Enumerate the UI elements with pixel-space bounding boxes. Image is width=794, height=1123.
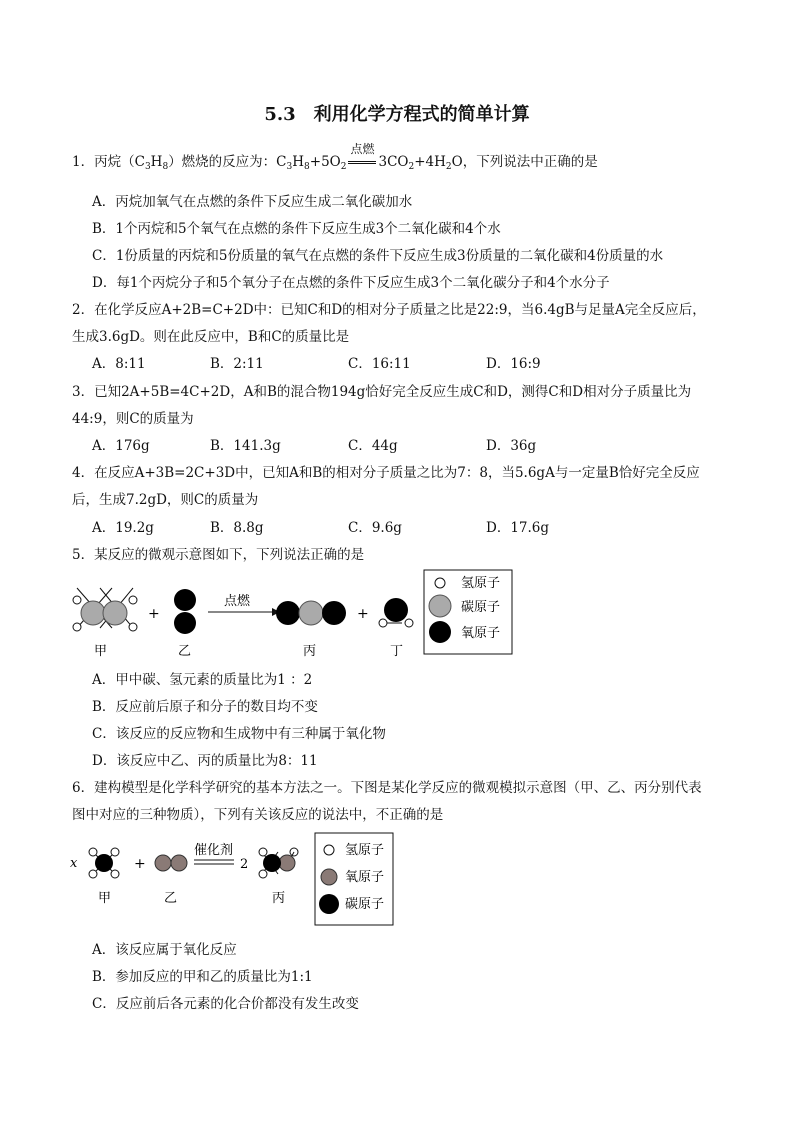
q6-coef-x: x — [70, 856, 78, 871]
molecule-yi — [174, 589, 196, 634]
q6-label-bing: 丙 — [272, 891, 286, 906]
q5-label-ding: 丁 — [390, 644, 404, 659]
q5-legend-carbon: 碳原子 — [461, 600, 501, 615]
q3-option-d[interactable]: D．36g — [486, 438, 537, 454]
q6-legend-carbon: 碳原子 — [345, 897, 385, 912]
q5-plus-2: + — [357, 606, 369, 622]
q6-label-jia: 甲 — [98, 891, 112, 906]
q2-option-a[interactable]: A．8:11 — [92, 356, 146, 372]
q6-coef-2: 2 — [240, 857, 249, 872]
molecule-jia — [89, 848, 119, 878]
molecule-ding — [379, 598, 413, 627]
question-4-line1: 4．在反应A+3B=2C+3D中，已知A和B的相对分子质量之比为7：8，当5.6gA与一定量B恰好完全反应 — [72, 465, 700, 481]
q6-legend-oxygen: 氧原子 — [345, 870, 385, 885]
q5-option-b[interactable]: B．反应前后原子和分子的数目均不变 — [92, 699, 318, 715]
q2-option-c[interactable]: C．16:11 — [348, 356, 411, 372]
q5-option-a[interactable]: A．甲中碳、氢元素的质量比为1 ：2 — [92, 672, 313, 688]
q3-option-b[interactable]: B．141.3g — [210, 438, 281, 454]
q4-option-a[interactable]: A．19.2g — [92, 520, 154, 536]
q6-option-b[interactable]: B．参加反应的甲和乙的质量比为1:1 — [92, 969, 313, 985]
q5-legend-hydrogen: 氢原子 — [461, 576, 501, 591]
question-6-line1: 6．建构模型是化学科学研究的基本方法之一。下图是某化学反应的微观模拟示意图（甲、乙、丙分别代表 — [72, 780, 702, 796]
q6-reaction-diagram — [66, 832, 396, 927]
q4-option-d[interactable]: D．17.6g — [486, 520, 550, 536]
q1-option-d[interactable]: D．每1个丙烷分子和5个氧分子在点燃的条件下反应生成3个二氧化碳分子和4个水分子 — [92, 275, 610, 291]
q4-option-c[interactable]: C．9.6g — [348, 520, 402, 536]
molecule-yi — [155, 855, 187, 871]
molecule-bing — [259, 848, 298, 878]
q5-option-c[interactable]: C．该反应的反应物和生成物中有三种属于氧化物 — [92, 726, 386, 742]
q5-legend-oxygen: 氧原子 — [461, 626, 501, 641]
question-2-line1: 2．在化学反应A+2B=C+2D中：已知C和D的相对分子质量之比是22:9，当6.4gB与足量A完全反应后， — [72, 302, 706, 318]
question-5-stem: 5．某反应的微观示意图如下，下列说法正确的是 — [72, 547, 365, 563]
reaction-arrow — [208, 608, 280, 616]
q6-option-c[interactable]: C．反应前后各元素的化合价都没有发生改变 — [92, 996, 359, 1012]
q5-plus-1: + — [148, 606, 160, 622]
q6-plus: + — [134, 856, 146, 872]
reaction-condition: 点燃 — [348, 154, 376, 170]
molecule-bing — [276, 601, 346, 625]
question-3-line2: 44:9，则C的质量为 — [72, 411, 194, 427]
q5-condition-label: 点燃 — [224, 594, 251, 609]
question-6-line2: 图中对应的三种物质），下列有关该反应的说法中，不正确的是 — [72, 807, 444, 823]
q6-option-a[interactable]: A．该反应属于氧化反应 — [92, 942, 237, 958]
q5-reaction-diagram — [60, 565, 520, 660]
q2-option-b[interactable]: B．2:11 — [210, 356, 264, 372]
q1-option-b[interactable]: B．1个丙烷和5个氧气在点燃的条件下反应生成3个二氧化碳和4个水 — [92, 221, 501, 237]
q5-option-d[interactable]: D．该反应中乙、丙的质量比为8：11 — [92, 753, 318, 769]
question-4-line2: 后，生成7.2gD，则C的质量为 — [72, 492, 259, 508]
q6-legend-hydrogen: 氢原子 — [345, 843, 385, 858]
q4-option-b[interactable]: B．8.8g — [210, 520, 264, 536]
question-2-line2: 生成3.6gD。则在此反应中，B和C的质量比是 — [72, 329, 350, 345]
q1-option-a[interactable]: A．丙烷加氧气在点燃的条件下反应生成二氧化碳加水 — [92, 194, 413, 210]
q5-label-yi: 乙 — [178, 644, 192, 659]
q6-condition-label: 催化剂 — [194, 843, 234, 858]
q5-label-jia: 甲 — [94, 644, 108, 659]
q1-option-c[interactable]: C．1份质量的丙烷和5份质量的氧气在点燃的条件下反应生成3份质量的二氧化碳和4份质量的水 — [92, 248, 664, 264]
q3-option-a[interactable]: A．176g — [92, 438, 150, 454]
question-1-stem: 1．丙烷$(C_3H_8)$燃烧的反应为：$C_3H_8+5O_2$ 点燃 $3CO_2+4H_2O$，下列说法中正确的是 — [72, 142, 598, 172]
page-title: 5.3 利用化学方程式的简单计算 — [264, 104, 530, 125]
q5-label-bing: 丙 — [303, 644, 317, 659]
q2-option-d[interactable]: D．16:9 — [486, 356, 541, 372]
question-3-line1: 3．已知2A+5B=4C+2D，A和B的混合物194g恰好完全反应生成C和D，测得C和D相对分子质量比为 — [72, 384, 692, 400]
molecule-jia — [73, 588, 137, 631]
q6-label-yi: 乙 — [164, 891, 178, 906]
q3-option-c[interactable]: C．44g — [348, 438, 398, 454]
